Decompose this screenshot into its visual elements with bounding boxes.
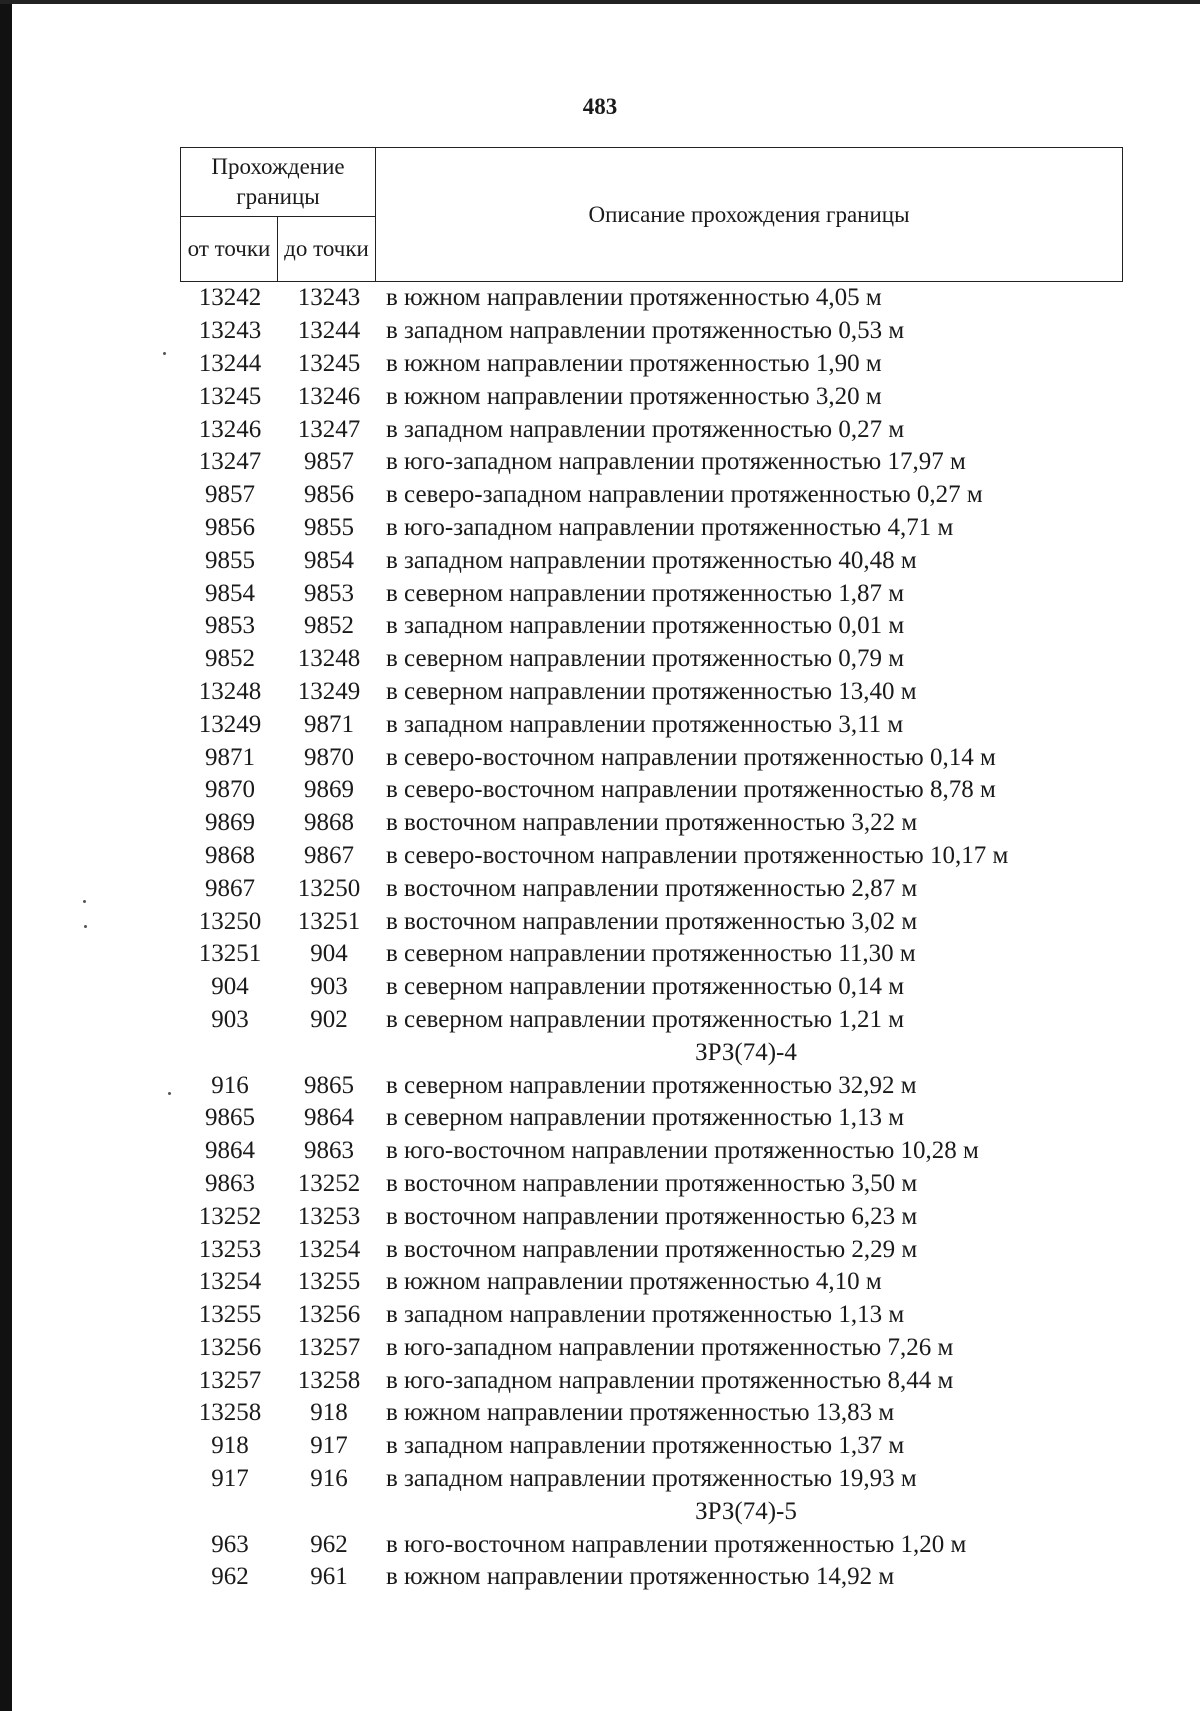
table-row [180,840,1122,873]
table-row [180,741,1122,774]
table-row [180,544,1122,577]
table-row [180,1463,1122,1496]
description-cell: в южном направлении протяженностью 1,90 м [386,349,882,377]
scan-speck [84,925,87,928]
table-row [180,315,1122,348]
table-row [180,971,1122,1004]
from-point-cell: 13256 [198,1333,262,1361]
table-row [180,1102,1122,1135]
scan-edge-left [0,0,12,1711]
from-point-cell: 13245 [198,382,262,410]
table-row [180,1004,1122,1037]
from-point-cell: 9857 [205,481,255,509]
to-point-cell: 9864 [304,1104,354,1132]
table-row [180,676,1122,709]
description-cell: в западном направлении протяженностью 0,53 м [386,317,905,345]
from-point-cell: 9852 [205,645,255,673]
table-row [180,938,1122,971]
scan-speck [168,1092,171,1095]
from-point-cell: 9856 [205,513,255,541]
table-body [180,282,1122,1594]
from-point-cell: 903 [211,1005,249,1033]
from-point-cell: 9855 [205,546,255,574]
to-point-cell: 9852 [304,612,354,640]
description-cell: в восточном направлении протяженностью 3,02 м [386,907,918,935]
from-point-cell: 13249 [198,710,262,738]
to-point-cell: 9867 [304,841,354,869]
from-point-cell: 9871 [205,743,255,771]
description-cell: в западном направлении протяженностью 19,93 м [386,1465,917,1493]
from-point-cell: 13250 [198,907,262,935]
to-point-cell: 13254 [297,1235,361,1263]
table-row [180,1561,1122,1594]
description-cell: в юго-западном направлении протяженностью 4,71 м [386,513,954,541]
table-row [180,380,1122,413]
description-cell: в западном направлении протяженностью 1,13 м [386,1301,905,1329]
description-cell: в юго-западном направлении протяженностью 17,97 м [386,448,966,476]
table-row [180,1200,1122,1233]
from-point-cell: 962 [211,1563,249,1591]
from-point-cell: 13242 [198,284,262,312]
from-point-cell: 13244 [198,349,262,377]
description-cell: в восточном направлении протяженностью 3,22 м [386,809,918,837]
to-point-cell: 961 [310,1563,348,1591]
from-point-cell: 13243 [198,317,262,345]
from-point-cell: 13246 [198,415,262,443]
table-header [180,147,1123,282]
from-point-cell: 9863 [205,1169,255,1197]
table-row [180,1397,1122,1430]
to-point-cell: 13255 [297,1268,361,1296]
to-point-cell: 962 [310,1530,348,1558]
from-point-cell: 918 [211,1432,249,1460]
to-point-cell: 13246 [297,382,361,410]
description-cell: в северном направлении протяженностью 13,40 м [386,677,917,705]
description-cell: в северо-восточном направлении протяженностью 8,78 м [386,776,996,804]
to-point-cell: 904 [310,940,348,968]
to-point-cell: 9865 [304,1071,354,1099]
from-point-cell: 13255 [198,1301,262,1329]
from-point-cell: 9868 [205,841,255,869]
description-cell: в северо-восточном направлении протяженностью 0,14 м [386,743,996,771]
to-point-cell: 9854 [304,546,354,574]
page-number: 483 [582,94,618,119]
table-row [180,1299,1122,1332]
to-point-cell: 9853 [304,579,354,607]
table-row [180,1168,1122,1201]
description-cell: в юго-западном направлении протяженностью 8,44 м [386,1366,954,1394]
table-row [180,872,1122,905]
header-passage: Прохождение границы [181,148,376,217]
to-point-cell: 13243 [297,284,361,312]
to-point-cell: 9855 [304,513,354,541]
to-point-cell: 9871 [304,710,354,738]
scan-speck [83,900,86,903]
from-point-cell: 13248 [198,677,262,705]
description-cell: в западном направлении протяженностью 1,37 м [386,1432,905,1460]
table-row [180,1233,1122,1266]
description-cell: в западном направлении протяженностью 0,01 м [386,612,905,640]
from-point-cell: 9864 [205,1137,255,1165]
table-row [180,1266,1122,1299]
to-point-cell: 9863 [304,1137,354,1165]
to-point-cell: 902 [310,1005,348,1033]
from-point-cell: 13257 [198,1366,262,1394]
table-row [180,1332,1122,1365]
to-point-cell: 13249 [297,677,361,705]
from-point-cell: 13254 [198,1268,262,1296]
from-point-cell: 9867 [205,874,255,902]
to-point-cell: 13250 [297,874,361,902]
table-row [180,577,1122,610]
from-point-cell: 917 [211,1465,249,1493]
from-point-cell: 963 [211,1530,249,1558]
to-point-cell: 13245 [297,349,361,377]
from-point-cell: 13247 [198,448,262,476]
from-point-cell: 13252 [198,1202,262,1230]
table-row [180,708,1122,741]
description-cell: в южном направлении протяженностью 4,05 м [386,284,882,312]
description-cell: в западном направлении протяженностью 3,11 м [386,710,904,738]
to-point-cell: 13244 [297,317,361,345]
table-row [180,610,1122,643]
description-cell: в западном направлении протяженностью 0,27 м [386,415,905,443]
scan-edge-top [0,0,1200,4]
from-point-cell: 9853 [205,612,255,640]
table-row [180,512,1122,545]
table-row [180,479,1122,512]
from-point-cell: 13253 [198,1235,262,1263]
to-point-cell: 9869 [304,776,354,804]
from-point-cell: 9854 [205,579,255,607]
description-cell: в северном направлении протяженностью 1,13 м [386,1104,905,1132]
to-point-cell: 13253 [297,1202,361,1230]
from-point-cell: 13251 [198,940,262,968]
table-row [180,1528,1122,1561]
header-description: Описание прохождения границы [376,148,1123,282]
description-cell: в северном направлении протяженностью 32,92 м [386,1071,917,1099]
header-from-point: от точки [181,217,278,282]
description-cell: в восточном направлении протяженностью 2,29 м [386,1235,918,1263]
from-point-cell: 9865 [205,1104,255,1132]
description-cell: в южном направлении протяженностью 13,83 м [386,1399,895,1427]
header-to-point: до точки [278,217,376,282]
from-point-cell: 9869 [205,809,255,837]
description-cell: в северном направлении протяженностью 11,30 м [386,940,916,968]
from-point-cell: 916 [211,1071,249,1099]
table-row [180,413,1122,446]
to-point-cell: 13256 [297,1301,361,1329]
description-cell: в северо-восточном направлении протяженностью 10,17 м [386,841,1009,869]
table-row [180,807,1122,840]
table-row [180,1135,1122,1168]
section-title: ЗРЗ(74)-5 [695,1497,797,1525]
description-cell: в восточном направлении протяженностью 6,23 м [386,1202,918,1230]
description-cell: в юго-восточном направлении протяженностью 10,28 м [386,1137,979,1165]
to-point-cell: 13247 [297,415,361,443]
to-point-cell: 13248 [297,645,361,673]
description-cell: в северном направлении протяженностью 0,14 м [386,973,905,1001]
description-cell: в северо-западном направлении протяженностью 0,27 м [386,481,983,509]
to-point-cell: 9856 [304,481,354,509]
description-cell: в южном направлении протяженностью 14,92 м [386,1563,895,1591]
from-point-cell: 904 [211,973,249,1001]
to-point-cell: 903 [310,973,348,1001]
table-row [180,1430,1122,1463]
boundary-table [180,147,1122,1594]
table-row [180,282,1122,315]
to-point-cell: 13252 [297,1169,361,1197]
from-point-cell: 13258 [198,1399,262,1427]
to-point-cell: 9868 [304,809,354,837]
to-point-cell: 13258 [297,1366,361,1394]
to-point-cell: 9870 [304,743,354,771]
section-title: ЗРЗ(74)-4 [695,1038,797,1066]
table-row [180,446,1122,479]
description-cell: в северном направлении протяженностью 1,87 м [386,579,905,607]
table-row [180,348,1122,381]
to-point-cell: 9857 [304,448,354,476]
to-point-cell: 916 [310,1465,348,1493]
description-cell: в южном направлении протяженностью 3,20 м [386,382,882,410]
description-cell: в южном направлении протяженностью 4,10 м [386,1268,882,1296]
description-cell: в юго-западном направлении протяженностью 7,26 м [386,1333,954,1361]
table-row [180,643,1122,676]
from-point-cell: 9870 [205,776,255,804]
description-cell: в северном направлении протяженностью 0,79 м [386,645,905,673]
table-row [180,774,1122,807]
description-cell: в восточном направлении протяженностью 3,50 м [386,1169,918,1197]
description-cell: в юго-восточном направлении протяженностью 1,20 м [386,1530,967,1558]
description-cell: в западном направлении протяженностью 40,48 м [386,546,917,574]
to-point-cell: 13251 [297,907,361,935]
to-point-cell: 917 [310,1432,348,1460]
description-cell: в северном направлении протяженностью 1,21 м [386,1005,905,1033]
table-row [180,905,1122,938]
table-row [180,1069,1122,1102]
to-point-cell: 918 [310,1399,348,1427]
description-cell: в восточном направлении протяженностью 2,87 м [386,874,918,902]
table-row [180,1364,1122,1397]
to-point-cell: 13257 [297,1333,361,1361]
scan-speck [163,352,166,355]
